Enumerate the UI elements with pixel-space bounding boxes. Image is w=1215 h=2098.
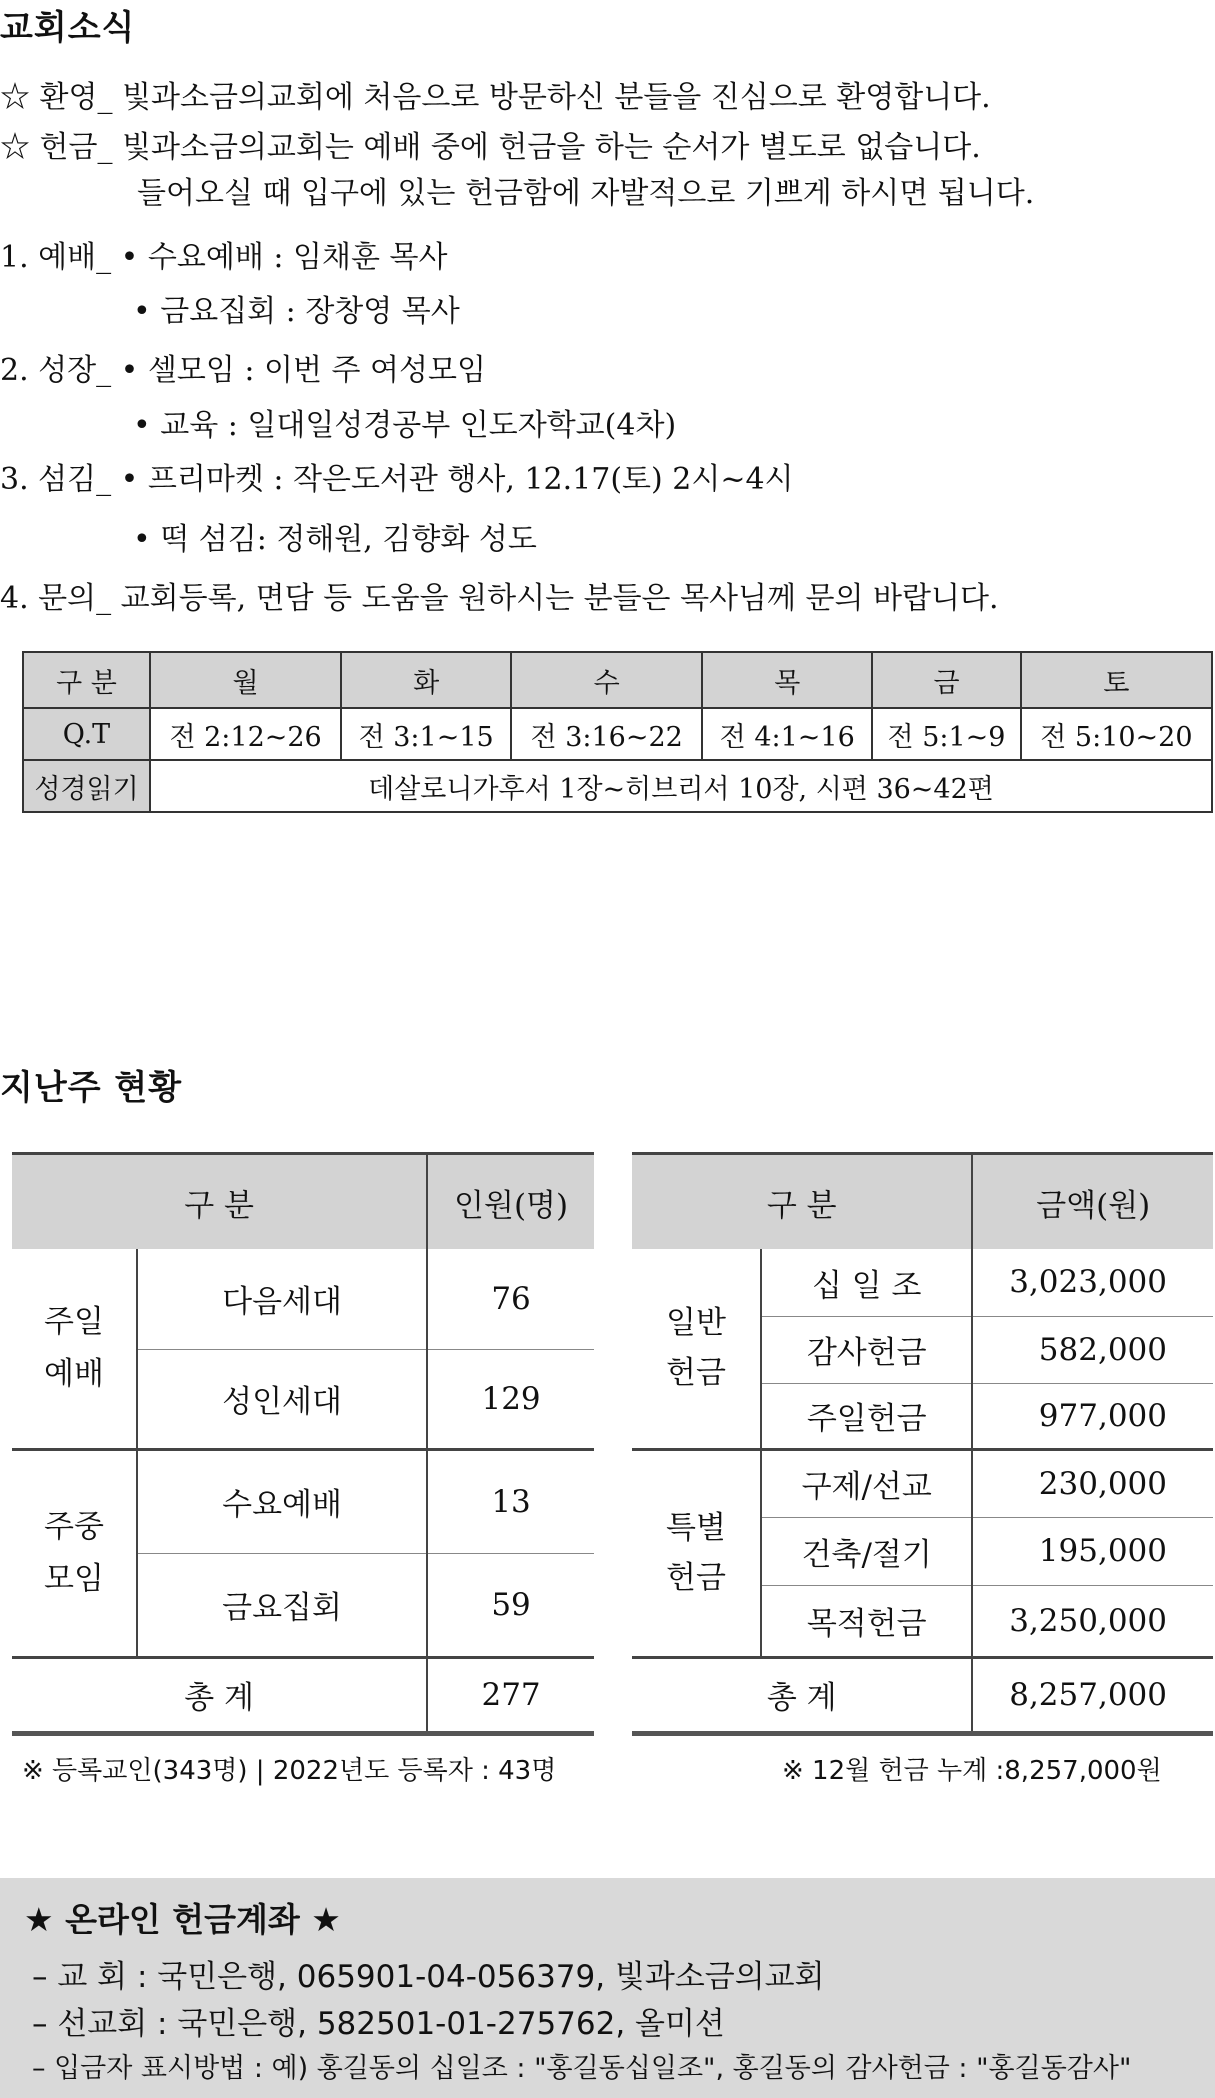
row-value: 13	[427, 1449, 594, 1553]
row-label: 주일헌금	[761, 1383, 972, 1449]
growth-item: 2. 성장_ • 셀모임 : 이번 주 여성모임	[0, 353, 486, 388]
offering-notice: ☆ 헌금_ 빛과소금의교회는 예배 중에 헌금을 하는 순서가 별도로 없습니다.	[0, 130, 981, 165]
worship-item-sub: • 금요집회 : 장창영 목사	[133, 294, 460, 329]
row-value: 230,000	[972, 1449, 1213, 1517]
row-label: 감사헌금	[761, 1316, 972, 1383]
bank-account-mission: – 선교회 : 국민은행, 582501-01-275762, 올미션	[32, 2006, 725, 2042]
table-cell: 전 4:1~16	[702, 708, 872, 760]
row-value: 3,250,000	[1009, 1602, 1167, 1639]
row-label: 목적헌금	[761, 1585, 972, 1657]
bible-reading-cell: 데살로니가후서 1장~히브리서 10장, 시편 36~42편	[150, 760, 1212, 812]
row-label: 건축/절기	[761, 1517, 972, 1585]
section-title-last-week: 지난주 현황	[0, 1068, 183, 1108]
group-label: 일반 헌금	[632, 1249, 761, 1449]
table-header: 구 분	[12, 1154, 427, 1250]
offering-table	[632, 1152, 1213, 1736]
row-label: 금요집회	[137, 1553, 427, 1657]
total-label: 총 계	[12, 1657, 427, 1733]
welcome-notice: ☆ 환영_ 빛과소금의교회에 처음으로 방문하신 분들을 진심으로 환영합니다.	[0, 80, 991, 115]
attendance-table	[12, 1152, 594, 1736]
service-item-sub: • 떡 섬김: 정해원, 김향화 성도	[133, 522, 537, 557]
table-cell: 전 5:10~20	[1021, 708, 1212, 760]
table-header: 금액(원)	[972, 1154, 1213, 1250]
table-header: 수	[511, 652, 702, 708]
deposit-instructions: – 입금자 표시방법 : 예) 홍길동의 십일조 : "홍길동십일조", 홍길동의 감사헌금 : "홍길동감사"	[32, 2053, 1132, 2084]
row-label: 십 일 조	[761, 1249, 972, 1316]
table-header: 월	[150, 652, 341, 708]
table-header: 화	[341, 652, 511, 708]
row-label: 다음세대	[137, 1249, 427, 1349]
total-value: 8,257,000	[972, 1657, 1213, 1733]
total-label: 총 계	[632, 1657, 972, 1733]
member-note: ※ 등록교인(343명) | 2022년도 등록자 : 43명	[22, 1756, 557, 1786]
row-value: 76	[427, 1249, 594, 1349]
table-cell: 전 3:1~15	[341, 708, 511, 760]
offering-notice-cont: 들어오실 때 입구에 있는 헌금함에 자발적으로 기쁘게 하시면 됩니다.	[137, 176, 1035, 211]
table-header: 인원(명)	[427, 1154, 594, 1250]
section-title-news: 교회소식	[0, 8, 136, 48]
row-label: 성인세대	[137, 1349, 427, 1449]
row-value: 3,023,000	[972, 1249, 1213, 1316]
table-cell: 전 2:12~26	[150, 708, 341, 760]
group-label: 주중 모임	[12, 1449, 137, 1657]
table-header: 목	[702, 652, 872, 708]
service-item: 3. 섬김_ • 프리마켓 : 작은도서관 행사, 12.17(토) 2시~4시	[0, 462, 794, 497]
bank-account-church: – 교 회 : 국민은행, 065901-04-056379, 빛과소금의교회	[32, 1959, 825, 1995]
table-header: 토	[1021, 652, 1212, 708]
table-header: 금	[872, 652, 1021, 708]
row-label-qt: Q.T	[23, 708, 150, 760]
row-label: 구제/선교	[761, 1449, 972, 1517]
total-value: 277	[427, 1657, 594, 1733]
row-value: 977,000	[972, 1383, 1213, 1449]
row-label: 수요예배	[137, 1449, 427, 1553]
table-cell: 전 3:16~22	[511, 708, 702, 760]
row-value: 582,000	[972, 1316, 1213, 1383]
table-cell: 전 5:1~9	[872, 708, 1021, 760]
bible-schedule-table	[22, 651, 1213, 813]
online-offering-box	[0, 1878, 1215, 2098]
worship-item: 1. 예배_ • 수요예배 : 임채훈 목사	[0, 240, 448, 275]
group-label: 특별 헌금	[632, 1449, 761, 1657]
table-header: 구 분	[23, 652, 150, 708]
growth-item-sub: • 교육 : 일대일성경공부 인도자학교(4차)	[133, 408, 677, 443]
table-header: 구 분	[632, 1154, 972, 1250]
row-value: 195,000	[972, 1517, 1213, 1585]
row-value: 59	[491, 1586, 531, 1623]
row-value: 129	[427, 1349, 594, 1449]
group-label: 주일 예배	[12, 1249, 137, 1449]
row-label-bible: 성경읽기	[23, 760, 150, 812]
inquiry-item: 4. 문의_ 교회등록, 면담 등 도움을 원하시는 분들은 목사님께 문의 바랍니다.	[0, 581, 999, 616]
bank-title: ★ 온라인 헌금계좌 ★	[24, 1900, 341, 1939]
offering-note: ※ 12월 헌금 누계 :8,257,000원	[782, 1756, 1162, 1786]
